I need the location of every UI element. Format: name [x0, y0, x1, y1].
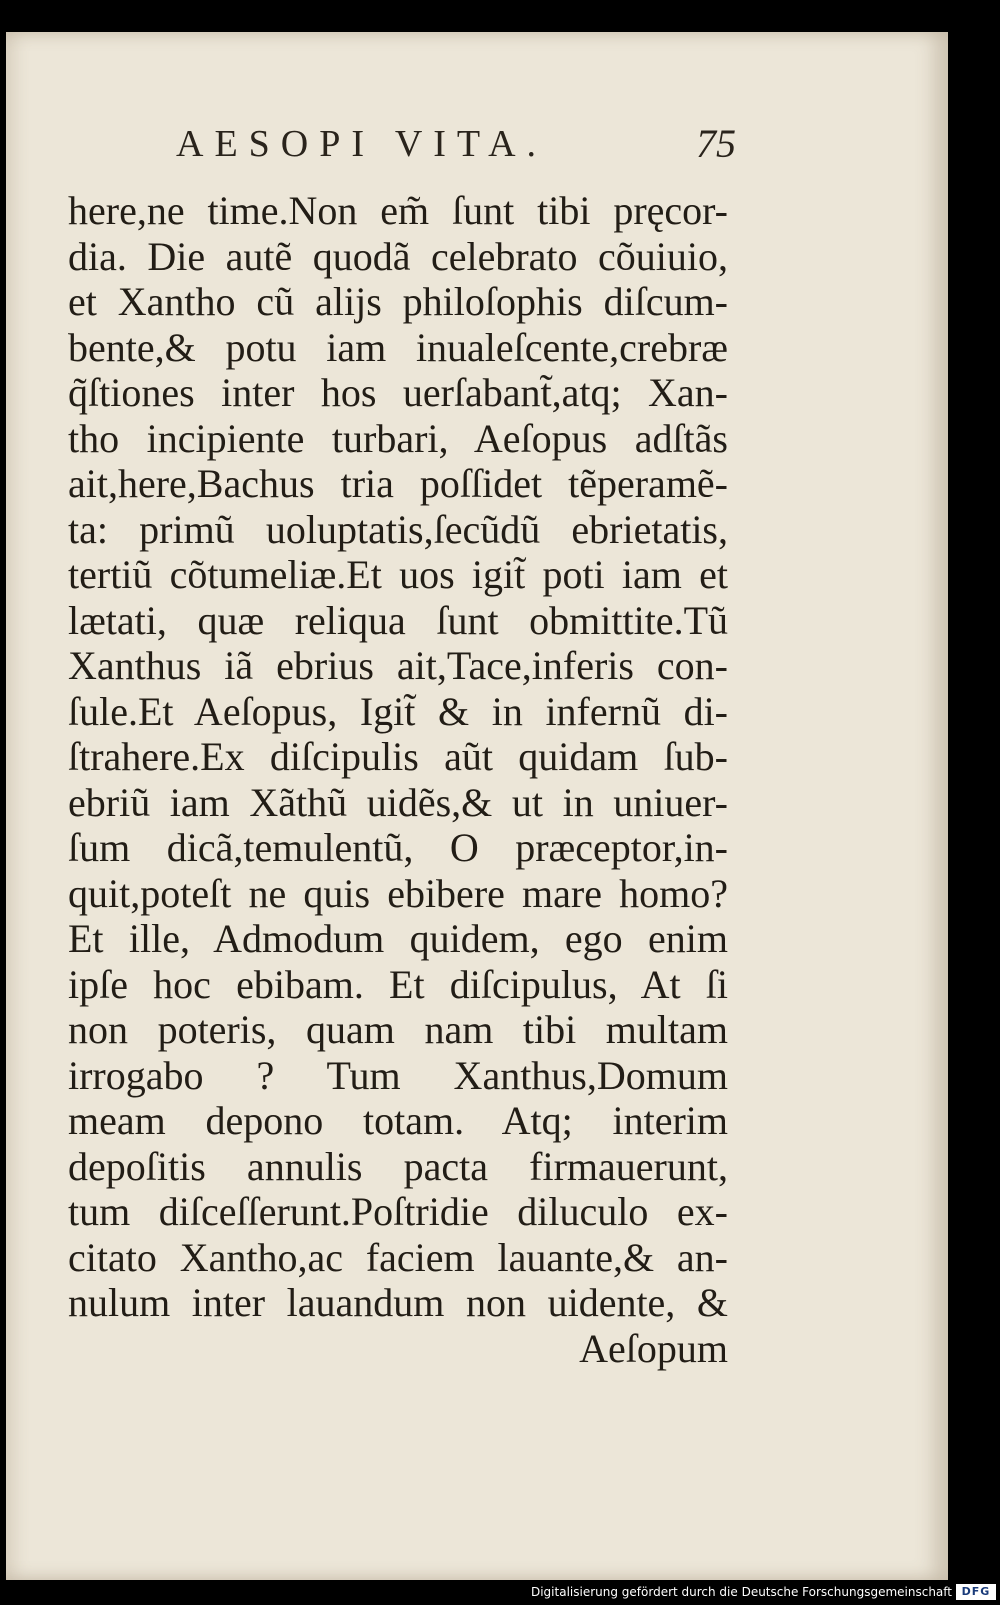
- text-line: tertiũ cõtumeliæ.Et uos igit̃ poti iam et: [68, 552, 728, 597]
- text-line: tum diſceſſerunt.Poſtridie diluculo ex-: [68, 1189, 728, 1234]
- digitization-footer: [0, 1580, 1000, 1605]
- text-line: ipſe hoc ebibam. Et diſcipulus, At ſi: [68, 961, 728, 1007]
- text-line: ſule.Et Aeſopus, Igit̃ & in infernũ di-: [68, 688, 728, 734]
- running-title: AESOPI VITA.: [176, 123, 548, 165]
- text-line: irrogabo ? Tum Xanthus,Domum: [68, 1052, 728, 1098]
- text-line: meam depono totam. Atq; interim: [68, 1098, 728, 1143]
- text-line: tho incipiente turbari, Aeſopus adſtãs: [68, 415, 728, 461]
- text-line: citato Xantho,ac faciem lauante,& an-: [68, 1234, 728, 1280]
- text-line: here,ne time.Non em̃ ſunt tibi pręcor-: [68, 188, 728, 233]
- text-line: Et ille, Admodum quidem, ego enim: [68, 916, 728, 961]
- text-line: ſtrahere.Ex diſcipulis aũt quidam ſub-: [68, 734, 728, 779]
- page-number: 75: [696, 121, 736, 166]
- page-header: [176, 122, 736, 180]
- text-line: depoſitis annulis pacta firmauerunt,: [68, 1143, 728, 1189]
- funding-notice: Digitalisierung gefördert durch die Deutsche Forschungsgemeinschaft: [530, 1585, 952, 1599]
- text-line: ait,here,Bachus tria poſſidet tẽperamẽ-: [68, 461, 728, 506]
- text-line: nulum inter lauandum non uidente, &: [68, 1280, 728, 1325]
- text-line: non poteris, quam nam tibi multam: [68, 1007, 728, 1052]
- text-line: ſum dicã,temulentũ, O præceptor,in-: [68, 825, 728, 870]
- text-line: Xanthus iã ebrius ait,Tace,inferis con-: [68, 643, 728, 688]
- text-line: ta: primũ uoluptatis,ſecũdũ ebrietatis,: [68, 506, 728, 552]
- text-line: q̃ſtiones inter hos uerſabant̃,atq; Xan-: [68, 370, 728, 415]
- text-block: [68, 188, 728, 1371]
- text-line: quit,poteſt ne quis ebibere mare homo?: [68, 870, 728, 916]
- text-line: lætati, quæ reliqua ſunt obmittite.Tũ: [68, 597, 728, 643]
- text-line: et Xantho cũ alijs philoſophis diſcum-: [68, 279, 728, 324]
- text-line: bente,& potu iam inualeſcente,crebræ: [68, 324, 728, 370]
- text-line: ebriũ iam Xãthũ uidẽs,& ut in uniuer-: [68, 779, 728, 825]
- dfg-logo: DFG: [956, 1584, 996, 1600]
- book-page: [6, 32, 948, 1580]
- text-line: dia. Die autẽ quodã celebrato cõuiuio,: [68, 233, 728, 279]
- catchword: Aeſopum: [579, 1325, 728, 1371]
